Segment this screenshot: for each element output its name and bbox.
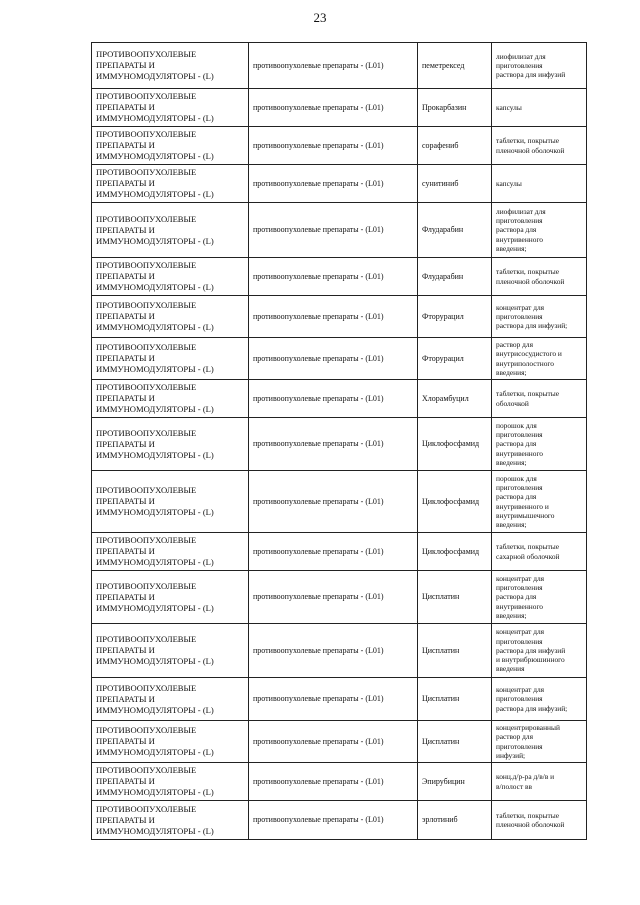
subgroup-cell: противоопухолевые препараты - (L01) — [249, 763, 418, 801]
group-cell: ПРОТИВООПУХОЛЕВЫЕ ПРЕПАРАТЫ И ИММУНОМОДУЛЯТОРЫ - (L) — [92, 43, 249, 89]
drug-name-cell: Фторурацил — [418, 296, 492, 338]
table-row — [92, 721, 587, 763]
table-row — [92, 418, 587, 471]
dosage-form-cell: лиофилизат для приготовления раствора для инфузий — [492, 43, 587, 89]
drug-name-cell: Флударабин — [418, 203, 492, 258]
drug-name-cell: сорафениб — [418, 127, 492, 165]
page-number: 23 — [313, 10, 327, 25]
group-cell: ПРОТИВООПУХОЛЕВЫЕ ПРЕПАРАТЫ И ИММУНОМОДУЛЯТОРЫ - (L) — [92, 801, 249, 840]
dosage-form-cell: концентрат для приготовления раствора для инфузий; — [492, 296, 587, 338]
subgroup-cell: противоопухолевые препараты - (L01) — [249, 258, 418, 296]
table-row — [92, 338, 587, 380]
table-row — [92, 471, 587, 533]
table-row — [92, 678, 587, 721]
drug-name-cell: эрлотиниб — [418, 801, 492, 840]
subgroup-cell: противоопухолевые препараты - (L01) — [249, 89, 418, 127]
subgroup-cell: противоопухолевые препараты - (L01) — [249, 624, 418, 678]
drug-name-cell: Циклофосфамид — [418, 533, 492, 571]
dosage-form-cell: конц.д/р-ра д/в/в и в/полост вв — [492, 763, 587, 801]
subgroup-cell: противоопухолевые препараты - (L01) — [249, 165, 418, 203]
group-cell: ПРОТИВООПУХОЛЕВЫЕ ПРЕПАРАТЫ И ИММУНОМОДУЛЯТОРЫ - (L) — [92, 533, 249, 571]
drug-name-cell: Фторурацил — [418, 338, 492, 380]
table-row — [92, 258, 587, 296]
group-cell: ПРОТИВООПУХОЛЕВЫЕ ПРЕПАРАТЫ И ИММУНОМОДУЛЯТОРЫ - (L) — [92, 418, 249, 471]
table-row — [92, 763, 587, 801]
dosage-form-cell: таблетки, покрытые пленочной оболочкой — [492, 258, 587, 296]
dosage-form-cell: капсулы — [492, 89, 587, 127]
dosage-form-cell: капсулы — [492, 165, 587, 203]
table-row — [92, 89, 587, 127]
table-row — [92, 571, 587, 624]
drug-name-cell: Прокарбазин — [418, 89, 492, 127]
dosage-form-cell: концентрат для приготовления раствора для внутривенного введения; — [492, 571, 587, 624]
group-cell: ПРОТИВООПУХОЛЕВЫЕ ПРЕПАРАТЫ И ИММУНОМОДУЛЯТОРЫ - (L) — [92, 338, 249, 380]
group-cell: ПРОТИВООПУХОЛЕВЫЕ ПРЕПАРАТЫ И ИММУНОМОДУЛЯТОРЫ - (L) — [92, 296, 249, 338]
group-cell: ПРОТИВООПУХОЛЕВЫЕ ПРЕПАРАТЫ И ИММУНОМОДУЛЯТОРЫ - (L) — [92, 258, 249, 296]
group-cell: ПРОТИВООПУХОЛЕВЫЕ ПРЕПАРАТЫ И ИММУНОМОДУЛЯТОРЫ - (L) — [92, 89, 249, 127]
subgroup-cell: противоопухолевые препараты - (L01) — [249, 380, 418, 418]
group-cell: ПРОТИВООПУХОЛЕВЫЕ ПРЕПАРАТЫ И ИММУНОМОДУЛЯТОРЫ - (L) — [92, 624, 249, 678]
subgroup-cell: противоопухолевые препараты - (L01) — [249, 338, 418, 380]
table-row — [92, 127, 587, 165]
dosage-form-cell: лиофилизат для приготовления раствора для внутривенного введения; — [492, 203, 587, 258]
subgroup-cell: противоопухолевые препараты - (L01) — [249, 571, 418, 624]
drug-table — [91, 42, 587, 840]
group-cell: ПРОТИВООПУХОЛЕВЫЕ ПРЕПАРАТЫ И ИММУНОМОДУЛЯТОРЫ - (L) — [92, 380, 249, 418]
drug-name-cell: Циклофосфамид — [418, 418, 492, 471]
dosage-form-cell: концентрат для приготовления раствора для инфузий и внутрибрюшинного введения — [492, 624, 587, 678]
table-row — [92, 533, 587, 571]
subgroup-cell: противоопухолевые препараты - (L01) — [249, 296, 418, 338]
dosage-form-cell: таблетки, покрытые пленочной оболочкой — [492, 801, 587, 840]
dosage-form-cell: концентрированный раствор для приготовления инфузий; — [492, 721, 587, 763]
table-row — [92, 801, 587, 840]
group-cell: ПРОТИВООПУХОЛЕВЫЕ ПРЕПАРАТЫ И ИММУНОМОДУЛЯТОРЫ - (L) — [92, 471, 249, 533]
drug-name-cell: Циклофосфамид — [418, 471, 492, 533]
group-cell: ПРОТИВООПУХОЛЕВЫЕ ПРЕПАРАТЫ И ИММУНОМОДУЛЯТОРЫ - (L) — [92, 165, 249, 203]
drug-name-cell: сунитиниб — [418, 165, 492, 203]
table-row — [92, 380, 587, 418]
drug-name-cell: Цисплатин — [418, 721, 492, 763]
subgroup-cell: противоопухолевые препараты - (L01) — [249, 678, 418, 721]
subgroup-cell: противоопухолевые препараты - (L01) — [249, 418, 418, 471]
dosage-form-cell: порошок для приготовления раствора для внутривенного введения; — [492, 418, 587, 471]
subgroup-cell: противоопухолевые препараты - (L01) — [249, 721, 418, 763]
group-cell: ПРОТИВООПУХОЛЕВЫЕ ПРЕПАРАТЫ И ИММУНОМОДУЛЯТОРЫ - (L) — [92, 127, 249, 165]
table-row — [92, 296, 587, 338]
table-row — [92, 43, 587, 89]
subgroup-cell: противоопухолевые препараты - (L01) — [249, 533, 418, 571]
dosage-form-cell: таблетки, покрытые оболочкой — [492, 380, 587, 418]
subgroup-cell: противоопухолевые препараты - (L01) — [249, 203, 418, 258]
dosage-form-cell: концентрат для приготовления раствора для инфузий; — [492, 678, 587, 721]
group-cell: ПРОТИВООПУХОЛЕВЫЕ ПРЕПАРАТЫ И ИММУНОМОДУЛЯТОРЫ - (L) — [92, 571, 249, 624]
drug-name-cell: Цисплатин — [418, 571, 492, 624]
drug-name-cell: Цисплатин — [418, 678, 492, 721]
subgroup-cell: противоопухолевые препараты - (L01) — [249, 43, 418, 89]
subgroup-cell: противоопухолевые препараты - (L01) — [249, 127, 418, 165]
drug-name-cell: Флударабин — [418, 258, 492, 296]
drug-name-cell: пеметрексед — [418, 43, 492, 89]
dosage-form-cell: таблетки, покрытые сахарной оболочкой — [492, 533, 587, 571]
group-cell: ПРОТИВООПУХОЛЕВЫЕ ПРЕПАРАТЫ И ИММУНОМОДУЛЯТОРЫ - (L) — [92, 203, 249, 258]
subgroup-cell: противоопухолевые препараты - (L01) — [249, 471, 418, 533]
table-row — [92, 203, 587, 258]
group-cell: ПРОТИВООПУХОЛЕВЫЕ ПРЕПАРАТЫ И ИММУНОМОДУЛЯТОРЫ - (L) — [92, 763, 249, 801]
drug-name-cell: Цисплатин — [418, 624, 492, 678]
drug-name-cell: Хлорамбуцил — [418, 380, 492, 418]
dosage-form-cell: порошок для приготовления раствора для внутривенного и внутримышечного введения; — [492, 471, 587, 533]
dosage-form-cell: таблетки, покрытые пленочной оболочкой — [492, 127, 587, 165]
subgroup-cell: противоопухолевые препараты - (L01) — [249, 801, 418, 840]
table-row — [92, 165, 587, 203]
drug-name-cell: Эпирубицин — [418, 763, 492, 801]
group-cell: ПРОТИВООПУХОЛЕВЫЕ ПРЕПАРАТЫ И ИММУНОМОДУЛЯТОРЫ - (L) — [92, 721, 249, 763]
group-cell: ПРОТИВООПУХОЛЕВЫЕ ПРЕПАРАТЫ И ИММУНОМОДУЛЯТОРЫ - (L) — [92, 678, 249, 721]
table-row — [92, 624, 587, 678]
dosage-form-cell: раствор для внутрисосудистого и внутриполостного введения; — [492, 338, 587, 380]
